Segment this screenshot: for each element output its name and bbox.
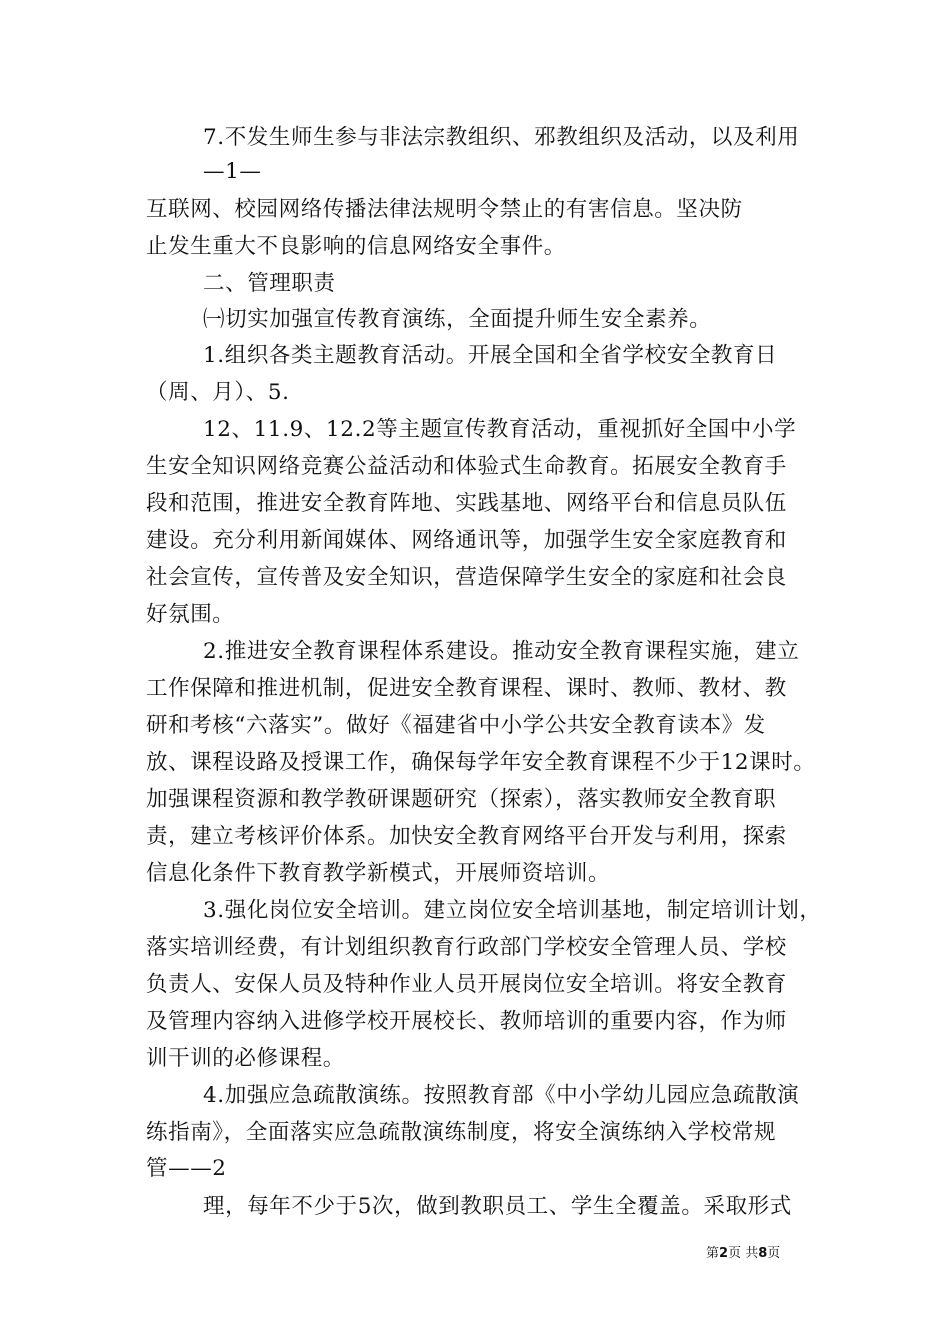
text-line: （周、月）、5.: [146, 380, 290, 405]
text-line: 加强课程资源和教学教研课题研究（探索），落实教师安全教育职: [146, 787, 777, 812]
text-line: 生安全知识网络竞赛公益活动和体验式生命教育。拓展安全教育手: [146, 454, 787, 479]
page-footer: [706, 1245, 780, 1263]
text-line: 1.组织各类主题教育活动。开展全国和全省学校安全教育日: [203, 343, 778, 368]
text-line: 互联网、校园网络传播法律法规明令禁止的有害信息。坚决防: [146, 197, 743, 222]
text-line: 止发生重大不良影响的信息网络安全事件。: [146, 234, 566, 259]
text-line: 3.强化岗位安全培训。建立岗位安全培训基地，制定培训计划，: [203, 898, 822, 923]
text-line: 建设。充分利用新闻媒体、网络通讯等，加强学生安全家庭教育和: [146, 528, 787, 553]
footer-mid: 页 共: [728, 1246, 759, 1261]
footer-prefix: 第: [706, 1246, 720, 1261]
subsection-heading: ㈠切实加强宣传教育演练，全面提升师生安全素养。: [203, 307, 712, 332]
text-line: 管——2: [146, 1156, 227, 1181]
text-line: 研和考核“六落实”。做好《福建省中小学公共安全教育读本》发: [146, 713, 766, 738]
text-line: 落实培训经费，有计划组织教育行政部门学校安全管理人员、学校: [146, 935, 787, 960]
text-line: 社会宣传，宣传普及安全知识，营造保障学生安全的家庭和社会良: [146, 565, 787, 590]
text-line: 练指南》，全面落实应急疏散演练制度，将安全演练纳入学校常规: [146, 1120, 777, 1145]
text-line: 7.不发生师生参与非法宗教组织、邪教组织及活动，以及利用: [203, 125, 800, 150]
text-line: 理，每年不少于5次，做到教职员工、学生全覆盖。采取形式: [203, 1194, 792, 1219]
text-line: 好氛围。: [146, 602, 235, 627]
text-line: 工作保障和推进机制，促进安全教育课程、课时、教师、教材、教: [146, 676, 787, 701]
text-line: 4.加强应急疏散演练。按照教育部《中小学幼儿园应急疏散演: [203, 1083, 800, 1108]
text-line: 2.推进安全教育课程体系建设。推动安全教育课程实施，建立: [203, 639, 800, 664]
text-line: 段和范围，推进安全教育阵地、实践基地、网络平台和信息员队伍: [146, 491, 787, 516]
text-line: 负责人、安保人员及特种作业人员开展岗位安全培训。将安全教育: [146, 972, 787, 997]
page-number-marker: —1—: [203, 159, 262, 184]
text-line: 放、课程设路及授课工作，确保每学年安全教育课程不少于12课时。: [146, 750, 816, 775]
footer-current-page: 2: [719, 1246, 729, 1261]
text-line: 责，建立考核评价体系。加快安全教育网络平台开发与利用，探索: [146, 824, 787, 849]
text-line: 训干训的必修课程。: [146, 1046, 345, 1071]
section-heading: 二、管理职责: [203, 271, 336, 296]
text-line: 及管理内容纳入进修学校开展校长、教师培训的重要内容，作为师: [146, 1009, 787, 1034]
text-line: 信息化条件下教育教学新模式，开展师资培训。: [146, 861, 611, 886]
text-line: 12、11.9、12.2等主题宣传教育活动，重视抓好全国中小学: [203, 417, 797, 442]
footer-suffix: 页: [767, 1246, 781, 1261]
footer-total-pages: 8: [758, 1246, 768, 1261]
